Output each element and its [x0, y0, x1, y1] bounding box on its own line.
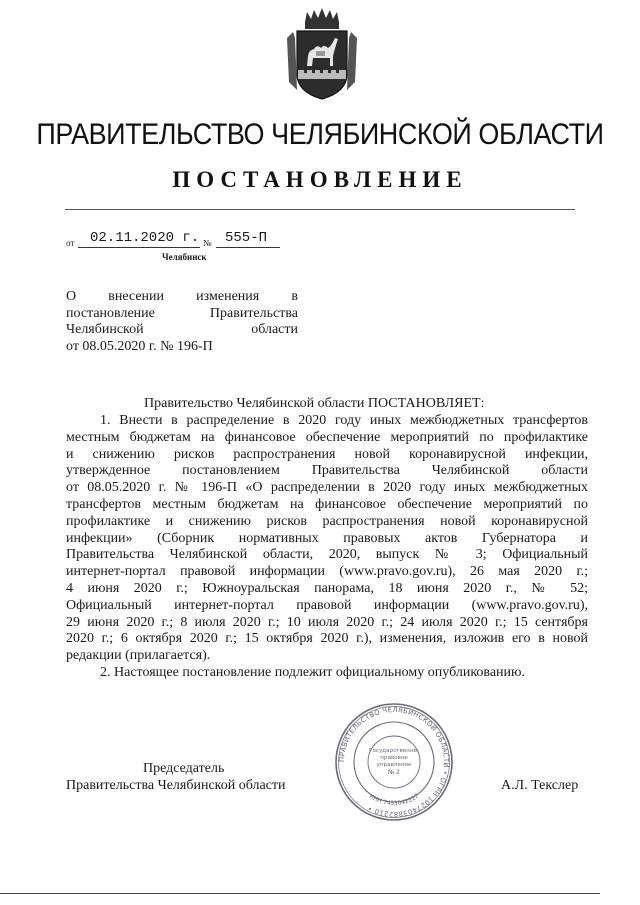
document-number: 555-П — [225, 230, 268, 246]
stamp-center-line4: № 2 — [388, 769, 400, 776]
preamble: Правительство Челябинской области ПОСТАНОВЛЯЕТ: — [144, 396, 485, 411]
government-name: ПРАВИТЕЛЬСТВО ЧЕЛЯБИНСКОЙ ОБЛАСТИ — [36, 118, 604, 151]
header-divider — [65, 209, 575, 210]
document-date: 02.11.2020 г. — [90, 230, 200, 246]
body-line: 2020 г.; 6 октября 2020 г.; 15 октября 2020 г.), изменения, изложив его в новой — [66, 631, 588, 647]
signatory-name: А.Л. Текслер — [501, 778, 579, 793]
svg-text:ИНН 7453042227 — [368, 793, 421, 808]
document-subject — [66, 289, 298, 355]
official-stamp — [334, 702, 454, 822]
body-line: и снижению рисков распространения новой коронавирусной инфекции, — [66, 446, 588, 462]
stamp-center-line1: Государственно- — [369, 748, 419, 754]
stamp-center-line3: управление — [376, 762, 412, 768]
body-line: 2. Настоящее постановление подлежит официальному опубликованию. — [100, 664, 525, 680]
body-line: 4 июня 2020 г.; Южноуральская панорама, 18 июня 2020 г., № 52; — [66, 580, 588, 596]
signatory-title-line1: Председатель — [143, 761, 225, 776]
body-line: от 08.05.2020 г. № 196-П «О распределении в 2020 году иных межбюджетных — [66, 480, 588, 496]
number-prefix: № — [203, 238, 212, 248]
body-line: профилактике и снижению рисков распространения новой коронавирусной — [66, 513, 588, 529]
chelyabinsk-coat-of-arms-icon — [283, 8, 361, 102]
date-underline — [78, 247, 200, 248]
subject-line: О внесении изменения в — [66, 289, 298, 304]
stamp-outer-text: ПРАВИТЕЛЬСТВО ЧЕЛЯБИНСКОЙ ОБЛАСТИ • ОГРН 1027403882210 • — [337, 705, 451, 819]
document-type-title: ПОСТАНОВЛЕНИЕ — [172, 167, 468, 192]
body-line: местным бюджетам на финансовое обеспечение мероприятий по профилактике — [66, 429, 588, 445]
body-line: Правительства Челябинской области, 2020, выпуск № 3; Официальный — [66, 547, 588, 563]
footer-rule — [0, 893, 600, 894]
date-prefix: от — [66, 238, 75, 248]
body-line: Официальный интернет-портал правовой информации (www.pravo.gov.ru), — [66, 597, 588, 613]
body-line: трансфертов местным бюджетам на финансовое обеспечение мероприятий по — [66, 496, 588, 512]
signatory-title-line2: Правительства Челябинской области — [66, 778, 286, 793]
subject-line: Челябинской области — [66, 322, 298, 337]
stamp-center-line2: правовое — [380, 755, 408, 761]
body-line: редакции (прилагается). — [66, 648, 211, 664]
number-underline — [216, 247, 280, 248]
subject-line: постановление Правительства — [66, 305, 298, 321]
body-line: утвержденное постановлением Правительства Челябинской области — [66, 463, 588, 479]
document-body — [66, 413, 588, 682]
body-line: 1. Внести в распределение в 2020 году иных межбюджетных трансфертов — [100, 413, 588, 428]
body-line: инфекции» (Сборник нормативных правовых актов Губернатора и — [66, 530, 588, 546]
city-name: Челябинск — [162, 252, 207, 262]
subject-line: от 08.05.2020 г. № 196-П — [66, 338, 213, 354]
stamp-inn-text: ИНН 7453042227 — [367, 792, 421, 808]
body-line: интернет-портал правовой информации (www.pravo.gov.ru), 26 мая 2020 г.; — [66, 564, 588, 580]
body-line: 29 июня 2020 г.; 8 июля 2020 г.; 10 июля 2020 г.; 24 июля 2020 г.; 15 сентября — [66, 614, 588, 630]
